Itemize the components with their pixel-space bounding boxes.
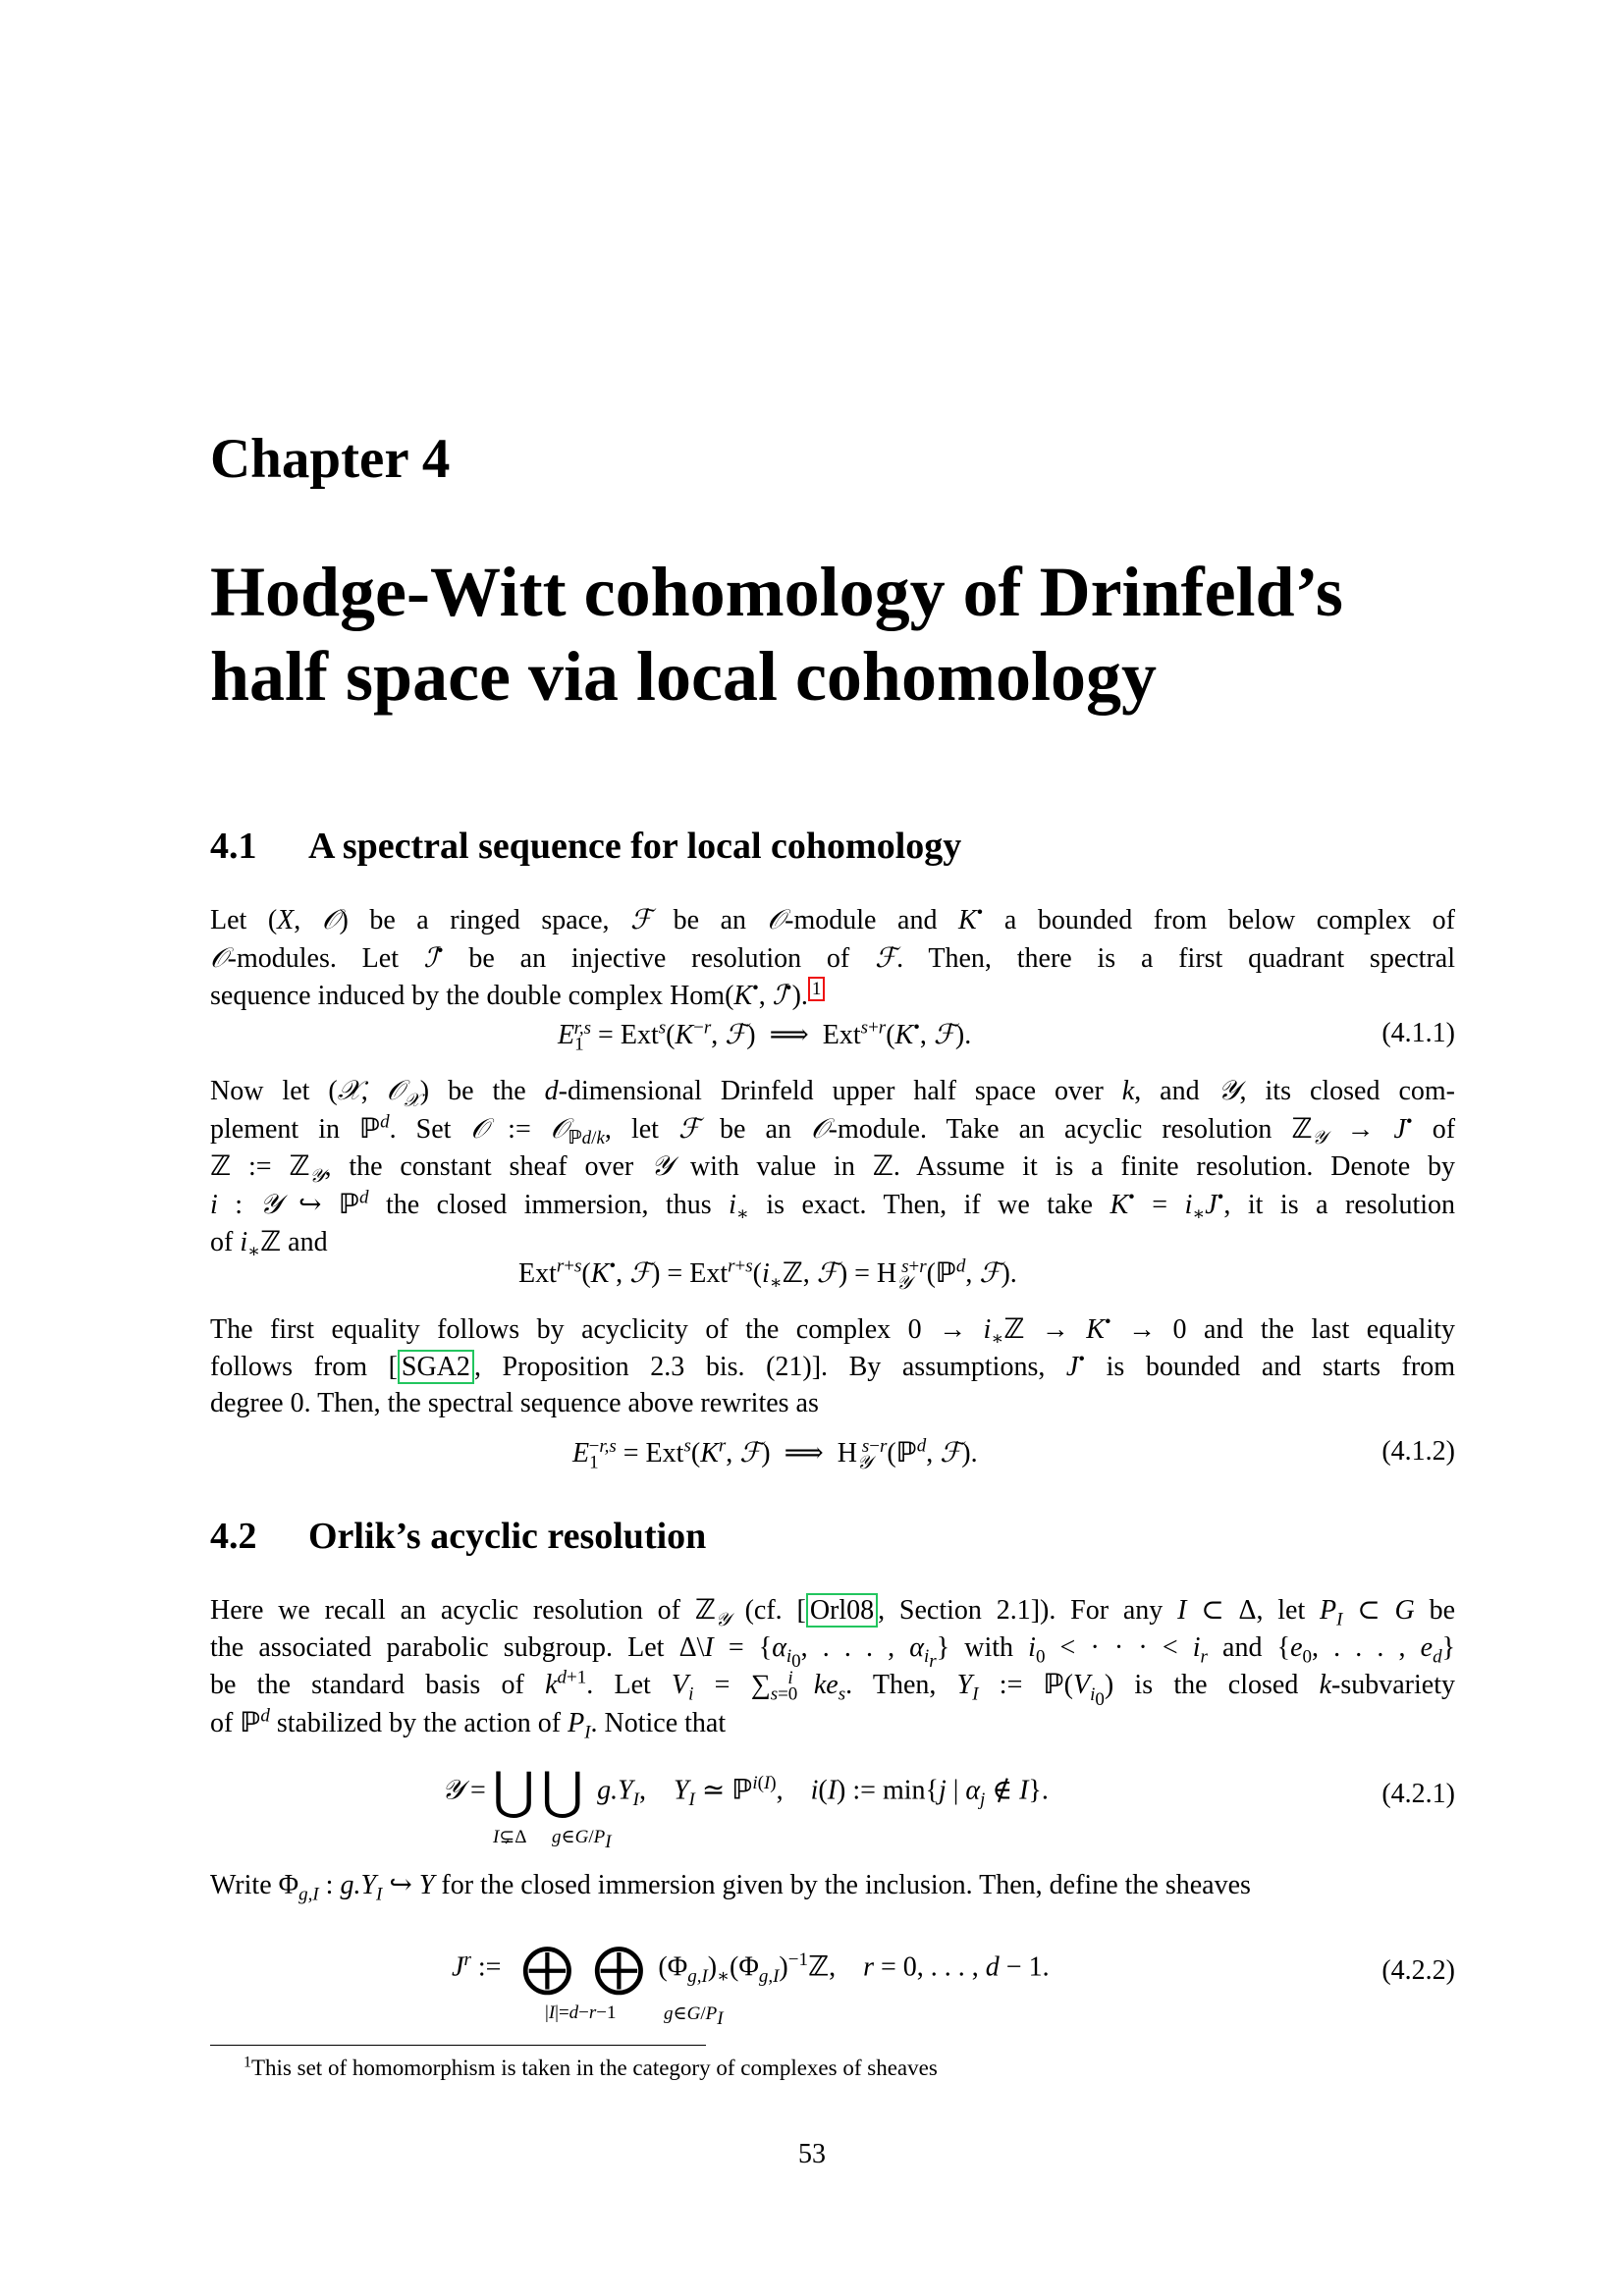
section-title: Orlik’s acyclic resolution <box>308 1516 707 1557</box>
footnote-rule <box>210 2045 706 2046</box>
equation-4-2-1: 𝒴 = ⋃ ⋃ $g.Y_I$, $Y_I$ ≃ ℙ$^{i(I)}$, i(I) := min{j | $\alpha_j$ ∉ I}. <box>442 1764 1049 1820</box>
equation-4-1-1: $E_1^{r,s} = Ext^s(K^{-r}$, ℱ) ⟹ Ext$^{s+r}$(K•, ℱ). <box>558 1017 972 1055</box>
citation-sga2[interactable]: SGA2 <box>398 1350 474 1384</box>
paragraph-1: Let (X, 𝒪) be a ringed space, ℱ be an 𝒪-module and K• a bounded from below complex of 𝒪-modules. Let ℐ• be an injective resolution of ℱ. Then, there is a first quadrant spectral sequence induced by the double complex Hom(K•, ℐ•). $^1$ <box>210 902 1455 1011</box>
equation-number-4-1-1: (4.1.1) <box>1381 1018 1455 1048</box>
section-number: 4.2 <box>210 1516 257 1557</box>
equation-number-4-2-1: (4.2.1) <box>1381 1779 1455 1809</box>
section-title: A spectral sequence for local cohomology <box>308 826 962 867</box>
section-heading-4-2 <box>210 1515 706 1558</box>
equation-ext-identity: Ext$^{r+s}$(K•, ℱ) = $Ext^{r+s}(i_∗ℤ$, ℱ) = $H_𝒴^{s+r}(ℙ^d$, ℱ). <box>518 1255 1017 1294</box>
union-index-1: I⊊Δ <box>493 1827 527 1847</box>
equation-number-4-1-2: (4.1.2) <box>1381 1436 1455 1467</box>
chapter-title: Hodge-Witt cohomology of Drinfeld’s half space via local cohomology <box>210 553 1343 716</box>
citation-orl08[interactable]: Orl08 <box>806 1593 878 1628</box>
page-number: 53 <box>798 2139 826 2169</box>
footnote-reference[interactable]: 1 <box>808 977 826 1001</box>
union-index-2: $g\in G/P_I$ <box>552 1827 612 1852</box>
paragraph-5: Write $\Phi_{g,I}$ : $g.Y_I$ ↪ Y for the closed immersion given by the inclusion. Then, define the sheaves <box>210 1870 1251 1905</box>
equation-4-2-2: $J^r$ := ⨁ ⨁ $(\Phi_{g,I})_∗(\Phi_{g,I})^{-1}ℤ$, r = 0, . . . , d − 1. <box>452 1941 1050 1997</box>
footnote-text: This set of homomorphism is taken in the category of complexes of sheaves <box>251 2056 938 2080</box>
paragraph-2: Now let (𝒳, 𝒪$_𝒳$) be the d-dimensional Drinfeld upper half space over k, and 𝒴, its closed com- plement in ℙ$^d$. Set 𝒪 := 𝒪$_{ℙd/k}$, let ℱ be an 𝒪-module. Take an acyclic resolution ℤ$_𝒴$ → J• of ℤ := ℤ$_𝒴$, the constant sheaf over 𝒴 with value in ℤ. Assume it is a finite resolution. Denote by i : 𝒴 ↪ ℙ$^d$ the closed immersion, thus $i_∗$ is exact. Then, if we take $K^• = i_∗J^•$, it is a resolution of $i_∗ℤ$ and <box>210 1074 1456 1262</box>
section-heading-4-1 <box>210 825 961 868</box>
footnote-mark: 1 <box>244 2054 251 2071</box>
paragraph-4: Here we recall an acyclic resolution of ℤ$_𝒴$ (cf. [ Orl08 , Section 2.1]). For any I ⊂ Δ, let $P_I$ ⊂ G be the associated parabolic subgroup. Let Δ\I = {$\alpha_{i_0}$, . . . , $\alpha_{i_r}$} with $i_0$ < · · · < $i_r$ and {$e_0$, . . . , $e_d$} be the standard basis of $k^{d+1}$. Let $V_i = \sum_{s=0}^i$ $ke_s$. Then, $Y_I$ := $ℙ(V_{i_0})$ is the closed k-subvariety of ℙ$^d$ stabilized by the action of $P_I$. Notice that <box>210 1593 1456 1743</box>
dsum-index-1: |I|=d−r−1 <box>545 2002 617 2023</box>
equation-4-1-2: $E_1^{-r,s} = Ext^s(K^r$, ℱ) ⟹ $H_𝒴^{s-r}(ℙ^d$, ℱ). <box>572 1435 978 1473</box>
section-number: 4.1 <box>210 826 257 867</box>
footnote <box>244 2056 938 2081</box>
paragraph-3: The first equality follows by acyclicity of the complex $0 \to i_∗ℤ \to K^• \to 0$ and the last equality follows from [ SGA2 , Proposition 2.3 bis. (21)]. By assumptions, J• is bounded and starts from degree 0. Then, the spectral sequence above rewrites as <box>210 1311 1456 1418</box>
dsum-index-2: $g\in G/P_I$ <box>664 2003 724 2029</box>
equation-number-4-2-2: (4.2.2) <box>1381 1955 1455 1986</box>
chapter-label: Chapter 4 <box>210 428 451 490</box>
